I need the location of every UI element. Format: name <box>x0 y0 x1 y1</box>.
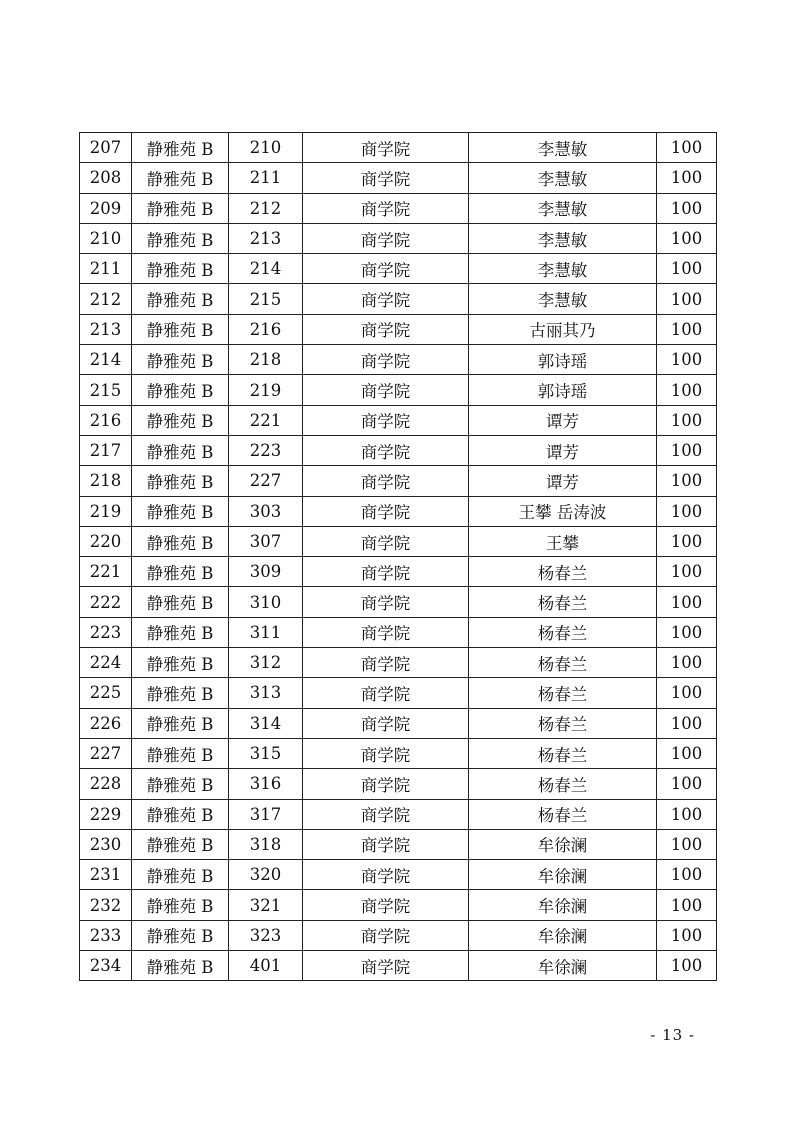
table-row <box>80 284 717 314</box>
score-cell: 100 <box>657 587 717 617</box>
room-cell: 321 <box>229 890 303 920</box>
building-cell: 静雅苑 B <box>132 708 229 738</box>
table-row <box>80 163 717 193</box>
inspector-cell: 杨春兰 <box>469 769 657 799</box>
college-cell: 商学院 <box>303 557 469 587</box>
inspector-cell: 牟徐澜 <box>469 860 657 890</box>
college-cell: 商学院 <box>303 314 469 344</box>
building-cell: 静雅苑 B <box>132 405 229 435</box>
inspector-cell: 王攀 岳涛波 <box>469 496 657 526</box>
score-cell: 100 <box>657 860 717 890</box>
table-row <box>80 133 717 163</box>
seq-cell: 214 <box>80 345 132 375</box>
seq-cell: 234 <box>80 951 132 981</box>
inspector-cell: 杨春兰 <box>469 708 657 738</box>
seq-cell: 213 <box>80 314 132 344</box>
table-row <box>80 648 717 678</box>
score-cell: 100 <box>657 163 717 193</box>
room-cell: 223 <box>229 435 303 465</box>
college-cell: 商学院 <box>303 890 469 920</box>
building-cell: 静雅苑 B <box>132 193 229 223</box>
room-cell: 210 <box>229 133 303 163</box>
score-cell: 100 <box>657 435 717 465</box>
college-cell: 商学院 <box>303 163 469 193</box>
table-row <box>80 375 717 405</box>
college-cell: 商学院 <box>303 496 469 526</box>
inspector-cell: 杨春兰 <box>469 557 657 587</box>
building-cell: 静雅苑 B <box>132 284 229 314</box>
college-cell: 商学院 <box>303 769 469 799</box>
inspector-cell: 李慧敏 <box>469 163 657 193</box>
table-row <box>80 617 717 647</box>
score-cell: 100 <box>657 526 717 556</box>
college-cell: 商学院 <box>303 829 469 859</box>
building-cell: 静雅苑 B <box>132 435 229 465</box>
table-row <box>80 557 717 587</box>
seq-cell: 226 <box>80 708 132 738</box>
college-cell: 商学院 <box>303 738 469 768</box>
inspector-cell: 谭芳 <box>469 405 657 435</box>
building-cell: 静雅苑 B <box>132 648 229 678</box>
inspector-cell: 杨春兰 <box>469 617 657 647</box>
score-cell: 100 <box>657 284 717 314</box>
table-row <box>80 223 717 253</box>
dormitory-score-table <box>79 132 717 981</box>
score-cell: 100 <box>657 405 717 435</box>
seq-cell: 215 <box>80 375 132 405</box>
building-cell: 静雅苑 B <box>132 466 229 496</box>
inspector-cell: 王攀 <box>469 526 657 556</box>
college-cell: 商学院 <box>303 617 469 647</box>
inspector-cell: 杨春兰 <box>469 648 657 678</box>
seq-cell: 208 <box>80 163 132 193</box>
table-row <box>80 587 717 617</box>
college-cell: 商学院 <box>303 435 469 465</box>
inspector-cell: 牟徐澜 <box>469 890 657 920</box>
room-cell: 317 <box>229 799 303 829</box>
building-cell: 静雅苑 B <box>132 890 229 920</box>
college-cell: 商学院 <box>303 526 469 556</box>
room-cell: 401 <box>229 951 303 981</box>
room-cell: 313 <box>229 678 303 708</box>
table-row <box>80 951 717 981</box>
room-cell: 320 <box>229 860 303 890</box>
table-row <box>80 890 717 920</box>
college-cell: 商学院 <box>303 951 469 981</box>
inspector-cell: 谭芳 <box>469 466 657 496</box>
table-row <box>80 466 717 496</box>
seq-cell: 217 <box>80 435 132 465</box>
seq-cell: 221 <box>80 557 132 587</box>
score-cell: 100 <box>657 951 717 981</box>
seq-cell: 229 <box>80 799 132 829</box>
seq-cell: 207 <box>80 133 132 163</box>
score-cell: 100 <box>657 678 717 708</box>
seq-cell: 222 <box>80 587 132 617</box>
table-row <box>80 738 717 768</box>
college-cell: 商学院 <box>303 799 469 829</box>
building-cell: 静雅苑 B <box>132 678 229 708</box>
inspector-cell: 古丽其乃 <box>469 314 657 344</box>
building-cell: 静雅苑 B <box>132 375 229 405</box>
college-cell: 商学院 <box>303 648 469 678</box>
college-cell: 商学院 <box>303 708 469 738</box>
inspector-cell: 郭诗瑶 <box>469 345 657 375</box>
seq-cell: 220 <box>80 526 132 556</box>
seq-cell: 225 <box>80 678 132 708</box>
room-cell: 216 <box>229 314 303 344</box>
building-cell: 静雅苑 B <box>132 496 229 526</box>
table-row <box>80 860 717 890</box>
table-row <box>80 829 717 859</box>
college-cell: 商学院 <box>303 860 469 890</box>
seq-cell: 227 <box>80 738 132 768</box>
inspector-cell: 谭芳 <box>469 435 657 465</box>
score-cell: 100 <box>657 133 717 163</box>
room-cell: 314 <box>229 708 303 738</box>
building-cell: 静雅苑 B <box>132 587 229 617</box>
room-cell: 309 <box>229 557 303 587</box>
building-cell: 静雅苑 B <box>132 314 229 344</box>
score-cell: 100 <box>657 314 717 344</box>
score-cell: 100 <box>657 920 717 950</box>
seq-cell: 228 <box>80 769 132 799</box>
table-row <box>80 435 717 465</box>
score-cell: 100 <box>657 345 717 375</box>
room-cell: 211 <box>229 163 303 193</box>
score-cell: 100 <box>657 223 717 253</box>
building-cell: 静雅苑 B <box>132 254 229 284</box>
building-cell: 静雅苑 B <box>132 738 229 768</box>
inspector-cell: 李慧敏 <box>469 223 657 253</box>
college-cell: 商学院 <box>303 678 469 708</box>
building-cell: 静雅苑 B <box>132 526 229 556</box>
score-cell: 100 <box>657 254 717 284</box>
building-cell: 静雅苑 B <box>132 920 229 950</box>
score-cell: 100 <box>657 648 717 678</box>
room-cell: 221 <box>229 405 303 435</box>
score-cell: 100 <box>657 890 717 920</box>
score-cell: 100 <box>657 617 717 647</box>
room-cell: 219 <box>229 375 303 405</box>
room-cell: 315 <box>229 738 303 768</box>
building-cell: 静雅苑 B <box>132 860 229 890</box>
room-cell: 323 <box>229 920 303 950</box>
score-cell: 100 <box>657 738 717 768</box>
building-cell: 静雅苑 B <box>132 557 229 587</box>
college-cell: 商学院 <box>303 284 469 314</box>
room-cell: 212 <box>229 193 303 223</box>
inspector-cell: 杨春兰 <box>469 587 657 617</box>
room-cell: 215 <box>229 284 303 314</box>
table-row <box>80 254 717 284</box>
score-cell: 100 <box>657 496 717 526</box>
college-cell: 商学院 <box>303 193 469 223</box>
seq-cell: 212 <box>80 284 132 314</box>
table-row <box>80 496 717 526</box>
page-number: - 13 - <box>650 1026 695 1044</box>
inspector-cell: 杨春兰 <box>469 678 657 708</box>
inspector-cell: 李慧敏 <box>469 133 657 163</box>
college-cell: 商学院 <box>303 587 469 617</box>
college-cell: 商学院 <box>303 345 469 375</box>
score-cell: 100 <box>657 375 717 405</box>
room-cell: 213 <box>229 223 303 253</box>
building-cell: 静雅苑 B <box>132 163 229 193</box>
college-cell: 商学院 <box>303 375 469 405</box>
room-cell: 214 <box>229 254 303 284</box>
table-row <box>80 314 717 344</box>
college-cell: 商学院 <box>303 466 469 496</box>
table-row <box>80 345 717 375</box>
room-cell: 310 <box>229 587 303 617</box>
table-row <box>80 526 717 556</box>
inspector-cell: 杨春兰 <box>469 799 657 829</box>
table-row <box>80 708 717 738</box>
seq-cell: 232 <box>80 890 132 920</box>
inspector-cell: 牟徐澜 <box>469 920 657 950</box>
room-cell: 218 <box>229 345 303 375</box>
score-cell: 100 <box>657 708 717 738</box>
seq-cell: 219 <box>80 496 132 526</box>
table-row <box>80 405 717 435</box>
score-cell: 100 <box>657 466 717 496</box>
score-cell: 100 <box>657 193 717 223</box>
inspector-cell: 李慧敏 <box>469 193 657 223</box>
seq-cell: 209 <box>80 193 132 223</box>
inspector-cell: 杨春兰 <box>469 738 657 768</box>
college-cell: 商学院 <box>303 223 469 253</box>
table-row <box>80 769 717 799</box>
table-body <box>80 133 717 981</box>
table-row <box>80 799 717 829</box>
seq-cell: 218 <box>80 466 132 496</box>
college-cell: 商学院 <box>303 254 469 284</box>
seq-cell: 210 <box>80 223 132 253</box>
table-row <box>80 193 717 223</box>
building-cell: 静雅苑 B <box>132 133 229 163</box>
building-cell: 静雅苑 B <box>132 829 229 859</box>
building-cell: 静雅苑 B <box>132 951 229 981</box>
score-cell: 100 <box>657 799 717 829</box>
college-cell: 商学院 <box>303 133 469 163</box>
seq-cell: 216 <box>80 405 132 435</box>
room-cell: 316 <box>229 769 303 799</box>
room-cell: 307 <box>229 526 303 556</box>
building-cell: 静雅苑 B <box>132 223 229 253</box>
room-cell: 303 <box>229 496 303 526</box>
score-cell: 100 <box>657 829 717 859</box>
inspector-cell: 郭诗瑶 <box>469 375 657 405</box>
score-cell: 100 <box>657 769 717 799</box>
inspector-cell: 李慧敏 <box>469 284 657 314</box>
inspector-cell: 李慧敏 <box>469 254 657 284</box>
inspector-cell: 牟徐澜 <box>469 951 657 981</box>
score-cell: 100 <box>657 557 717 587</box>
room-cell: 312 <box>229 648 303 678</box>
seq-cell: 223 <box>80 617 132 647</box>
seq-cell: 211 <box>80 254 132 284</box>
room-cell: 227 <box>229 466 303 496</box>
building-cell: 静雅苑 B <box>132 769 229 799</box>
building-cell: 静雅苑 B <box>132 799 229 829</box>
seq-cell: 230 <box>80 829 132 859</box>
seq-cell: 231 <box>80 860 132 890</box>
seq-cell: 233 <box>80 920 132 950</box>
table-row <box>80 920 717 950</box>
building-cell: 静雅苑 B <box>132 617 229 647</box>
room-cell: 318 <box>229 829 303 859</box>
table-row <box>80 678 717 708</box>
college-cell: 商学院 <box>303 405 469 435</box>
building-cell: 静雅苑 B <box>132 345 229 375</box>
college-cell: 商学院 <box>303 920 469 950</box>
seq-cell: 224 <box>80 648 132 678</box>
room-cell: 311 <box>229 617 303 647</box>
inspector-cell: 牟徐澜 <box>469 829 657 859</box>
